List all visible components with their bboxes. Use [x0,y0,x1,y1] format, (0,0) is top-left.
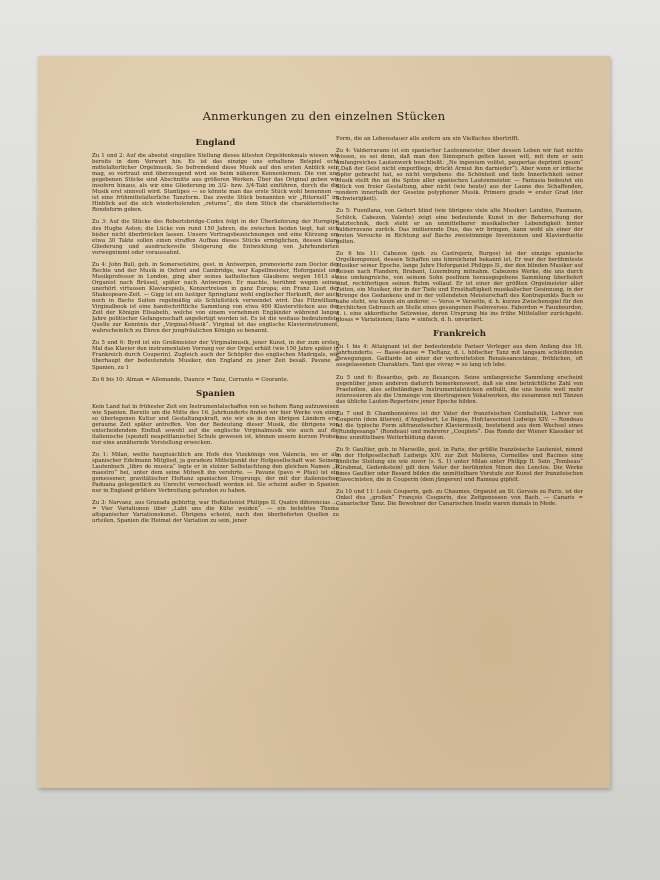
note-spanien-3: Zu 3: Narvaez, aus Granada gebürtig, war Hoflautenist Philipps II. Quatro diferencias .... = Vier Variationen über „Labt uns die Kühe weiden“. — ein beliebtes Thema altspanischer Variationskunst. Übrigens scheint, nach den überlieferten Quellen zu urteilen, Spanien die Heimat der Variation zu sein, jener [92,500,339,525]
section-heading-england: England [195,138,236,148]
note-england-1-2: Zu 1 und 2: Auf die absolut singuläre Stellung dieses ältesten Orgeldenkmals wiesen wir bereits in dem Vorwort hin. Es ist das einzige uns erhaltene Beispiel echt mittelalterlicher Orgelmusik. So befremdend diese Musik auf den ersten Anblick sein mag, so vertraut und überzeugend wird sie beim näheren Kennenlernen. Die von uns gegebenen Stücke sind Abschnitte aus größeren Werken. Über das Original geben wir insofern hinaus, als wir eine Gliederung im 3/2- bzw. 3/4-Takt einführen, durch die die Musik erst sinnvoll wird. Stantipes — so könnte man das erste Stück wohl benennen — ist eine frühmittelalterliche Tanzform. Das zweite Stück benannten wir „Ritornell“ im Hinblick auf die sich wiederholenden „returne“, die dem Stück die charakteristische Rondoform geben. [92,153,339,214]
note-frankreich-9: Zu 9: Gaultier, geb. in Marseille, gest. in Paris, der größte französische Lautenist, nimmt in der Hofgesellschaft Ludwigs XIV. zur Zeit Molières, Corneilles und Racines eine ähnliche Stellung ein wie zuvor (s. S. 1) unter Milan unter Philipp II. Sein „Tombeau“ (Grabmal, Gedenkstein) gilt dem Vater der berühmten Ninon des Lenclos. Die Werke eines Gaultier oder Besard bilden die unmittelbare Vorstufe zur Kunst der französischen Clavecinisten, die in Couperin (dem jüngeren) und Rameau gipfelt. [336,446,583,484]
left-column [92,136,339,756]
note-spanien-6-11: Zu 6 bis 11: Cabezon (geb. zu Castrojeriz, Burgos) ist der einzige spanische Orgelkomponist, dessen Schaffen uns hinreichend bekannt ist. Er war der berühmteste Musiker seiner Epoche, lange Jahre Hoforganist Philipps II., der den blinden Musiker auf Reisen nach Flandern, Brabant, Luxemburg mitnahm. Cabezons Werke, die uns durch eine umfangreiche, von seinem Sohn posthum herausgegebene Sammlung überliefert sind, rechtfertigen seinen Ruhm vollauf. Er ist einer der größten Orgelmeister aller Zeiten, ein Musiker, der in der Tiefe und Ernsthaftigkeit musikalischer Gesinnung, in der Strenge des Gedankens und in der vollendeten Meisterschaft des Kontrapunkts Bach so nahe steht, wie kaum ein anderer. — Verso = Versette, d. h. kurzes Zwischenspiel für den kirchlichen Gebrauch an Stelle eines gesungenen Psalmverses. Fabordon = Fauxbourdon, d. i. eine akkordische Setzweise, deren Ursprung bis ins frühe Mittelalter zurückgeht. glosas = Variationen; llano = einfach, d. h. unvariiert. [336,250,583,324]
note-frankreich-7-8: Zu 7 und 8: Chambonnières ist der Vater der französischen Cembalistik, Lehrer von Couperin (dem älteren), d’Anglebert, Le Bègue, Hofclavecinist Ludwigs XIV. — Rondeau ist die typische Form altfranzösischer Klaviermusik, bestehend aus dem Wechsel eines „Rundgesangs“ (Rondeau) und mehrerer „Couplets“. Das Rondo der Wiener Klassiker ist eine unmittelbare Weiterbildung davon. [336,410,583,441]
note-spanien-5: Zu 5: Fuenllana, von Geburt blind (wie übrigens viele alte Musiker: Landino, Paumann, Schlick, Cabezon, Valente) zeigt eine bedeutende Kunst in der Beherrschung der Satztechnik, doch steht er an unmittelbarer musikalischer Lebendigkeit hinter Valderravano zurück. Das imitierende Duo, das wir bringen, kann wohl als einer der ersten Versuche in Richtung auf Bachs zweistimmige Inventionen und Klavierduette gelten. [336,208,583,245]
note-spanien-4: Zu 4: Valderravano ist ein spanischer Lautenmeister, über dessen Leben wir fast nichts wissen, es sei denn, daß man den Sinnspruch gelten lassen will, mit dem er sein umfangreiches Lautenwerk beschließt: „Ne ingenium volitet, paupertas deprimit ipsum“ („Daß der Geist nicht emporfliege, drückt Armut ihn darnieder“). Aber wenn er irdische Opfer gebracht hat, so nicht vergebens: die Schönheit und tiefe Innerlichkeit seiner Musik stellt ihn an die Spitze aller spanischen Lautenmeister. — Fantasia bedeutet ein Stück von freier Gestaltung, aber nicht (wie heute) aus der Laune des Schaffenden, sondern innerhalb der Gesetze polyphoner Musik. Primero grado = erster Grad (der Schwierigkeit). [336,148,583,203]
note-england-5-6: Zu 5 und 6: Byrd ist ein Großmeister der Virginalmusik, jener Kunst, in der zum ersten Mal das Klavier den instrumentalen Vorrang vor der Orgel erhält (wie 150 Jahre später in Frankreich durch Couperin). Zugleich auch der Schöpfer des englischen Madrigals, wie überhaupt der bedeutendste Musiker, den England zu jener Zeit besaß. Pavane = Spanien, zu 1 [92,340,339,371]
note-frankreich-1-4: Zu 1 bis 4: Attaignant ist der bedeutendste Pariser Verleger aus dem Anfang des 16. Jahrhunderts. — Basse-danse = Tieftanz, d. i. höfischer Tanz mit langsam schleifenden Bewegungen. Gaillarde ist einer der verbreitetsten Renaissancetänze, fröhlichen, oft ausgelassenen Charakters. Tant que vivray = so lang ich lebe. [336,344,583,369]
note-england-3: Zu 3: Auf die Stücke des Robertsbridge-Codex folgt in der Überlieferung der Hornpipe des Hughe Aston; die Lücke von rund 150 Jahren, die zwischen beiden liegt, hat sich bisher nicht überbrücken lassen. Unsere Vortragsbezeichnungen und eine Kürzung um etwa 30 Takte sollen einen straffen Aufbau dieses Stücks ermöglichen, dessen klare Gliederung und ausdrucksvolle Steigerung die Entwicklung von Jahrhunderten vorwegnimmt oder voraussahnt. [92,219,339,256]
page-title: Anmerkungen zu den einzelnen Stücken [202,109,446,123]
note-spanien-3-continued: Form, die an Lebensdauer alle andern um ein Vielfaches übertrifft. [336,136,520,142]
note-england-6-10: Zu 6 bis 10: Alman = Allemande, Daunce = Tanz, Corranto = Courante. [92,376,289,383]
note-frankreich-5-6: Zu 5 und 6: Besardus, geb. zu Besançon. Seine umfangreiche Sammlung erscheint gegenüber jenen anderen dadurch bemerkenswert, daß sie eine beträchtliche Zahl von Praeludien, also selbständigen Instrumentalstücken enthält, die uns heute weit mehr interessieren als die Unmenge von übertragenen Vokalwerken, die zusammen mit Tänzen das übliche Lauten-Repertoire jener Epoche bilden. [336,374,583,405]
section-heading-frankreich: Frankreich [433,329,486,340]
spanien-intro: Kein Land hat in frühester Zeit ein Instrumentalschaffen von so hohem Rang aufzuweisen wie Spanien. Bereits um die Mitte des 16. Jahrhunderts finden wir hier Werke von einer so überlegenen Kultur und Gestaltungskraft, wie wir sie in den übrigen Ländern erst geraume Zeit später antreffen. Von der Bedeutung dieser Musik, die übrigens von entscheidendem Einfluß sowohl auf die englische Virginalmusik wie auch auf die italienische (speziell neapolitanische) Schule gewesen ist, können unsere kurzen Proben nur eine annähernde Vorstellung erwecken. [92,403,339,446]
section-heading-spanien: Spanien [195,388,235,399]
note-spanien-1: Zu 1: Milan, weilte hauptsächlich am Hofe des Vizekönigs von Valencia, wo er als spanischer Edelmann Mitglied, ja geradezu Mittelpunkt der Hofgesellschaft war. Seinem Lautenbuch „libro de musica“ legte er in stolzer Selbstachtung den gleichen Namen „Il maestro“ bei, unter dem seine Mitwelt ihn verehrte. — Pavane (pavo = Pfau) ist ein gemessener, gravitätischer Hoftanz spanischen Ursprungs, der mit der italienischen Paduana gelegentlich zu Unrecht verwechselt worden ist. Sie scheint außer in Spanien nur in England größere Verbreitung gefunden zu haben. [92,451,339,495]
note-england-4: Zu 4: John Bull, geb. in Somersetshire, gest. in Antwerpen, promovierte zum Doctor der Rechte und der Musik in Oxford und Cambridge, war Kapellmeister, Hoforganist und Musikprofessor in London, ging aber seines katholischen Glaubens wegen 1613 als Organist nach Brüssel, später nach Antwerpen. Er machte, berühmt wegen seines unerhört virtuosen Klavierspiels, Konzertreisen in ganz Europa; ein Franz Liszt der Shakespeare-Zeit. — Gigg ist ein lustiger Springtanz wohl englischer Herkunft, der auch noch in Bachs Suiten regelmäßig als Schlußstück verwendet wird. Das Fitzwilliam-Virginalbook ist eine handschriftliche Sammlung von etwa 400 Klavierstücken aus der Zeit der Königin Elisabeth, welche von einem vornehmen Engländer während langer Jahre politischer Gefangenschaft angefertigt worden ist. Es ist die weitaus bedeutendste Quelle zur Kenntnis der „Virginal-Musik“. Virginal ist das englische Klavierinstrument, wahrscheinlich zu Ehren der jungfräulichen Königin so benannt. [92,261,339,335]
right-column [336,136,583,756]
note-frankreich-10-11: Zu 10 und 11: Louis Couperin, geb. zu Chaumes, Organist an St. Gervais zu Paris, ist der Onkel des „großen“ François Couperin, des Zeitgenossen von Bach. — Canaris = Canarischer Tanz. Die Bewohner der Canarischen Inseln waren damals in Mode. [336,489,583,508]
document-page [38,56,610,788]
